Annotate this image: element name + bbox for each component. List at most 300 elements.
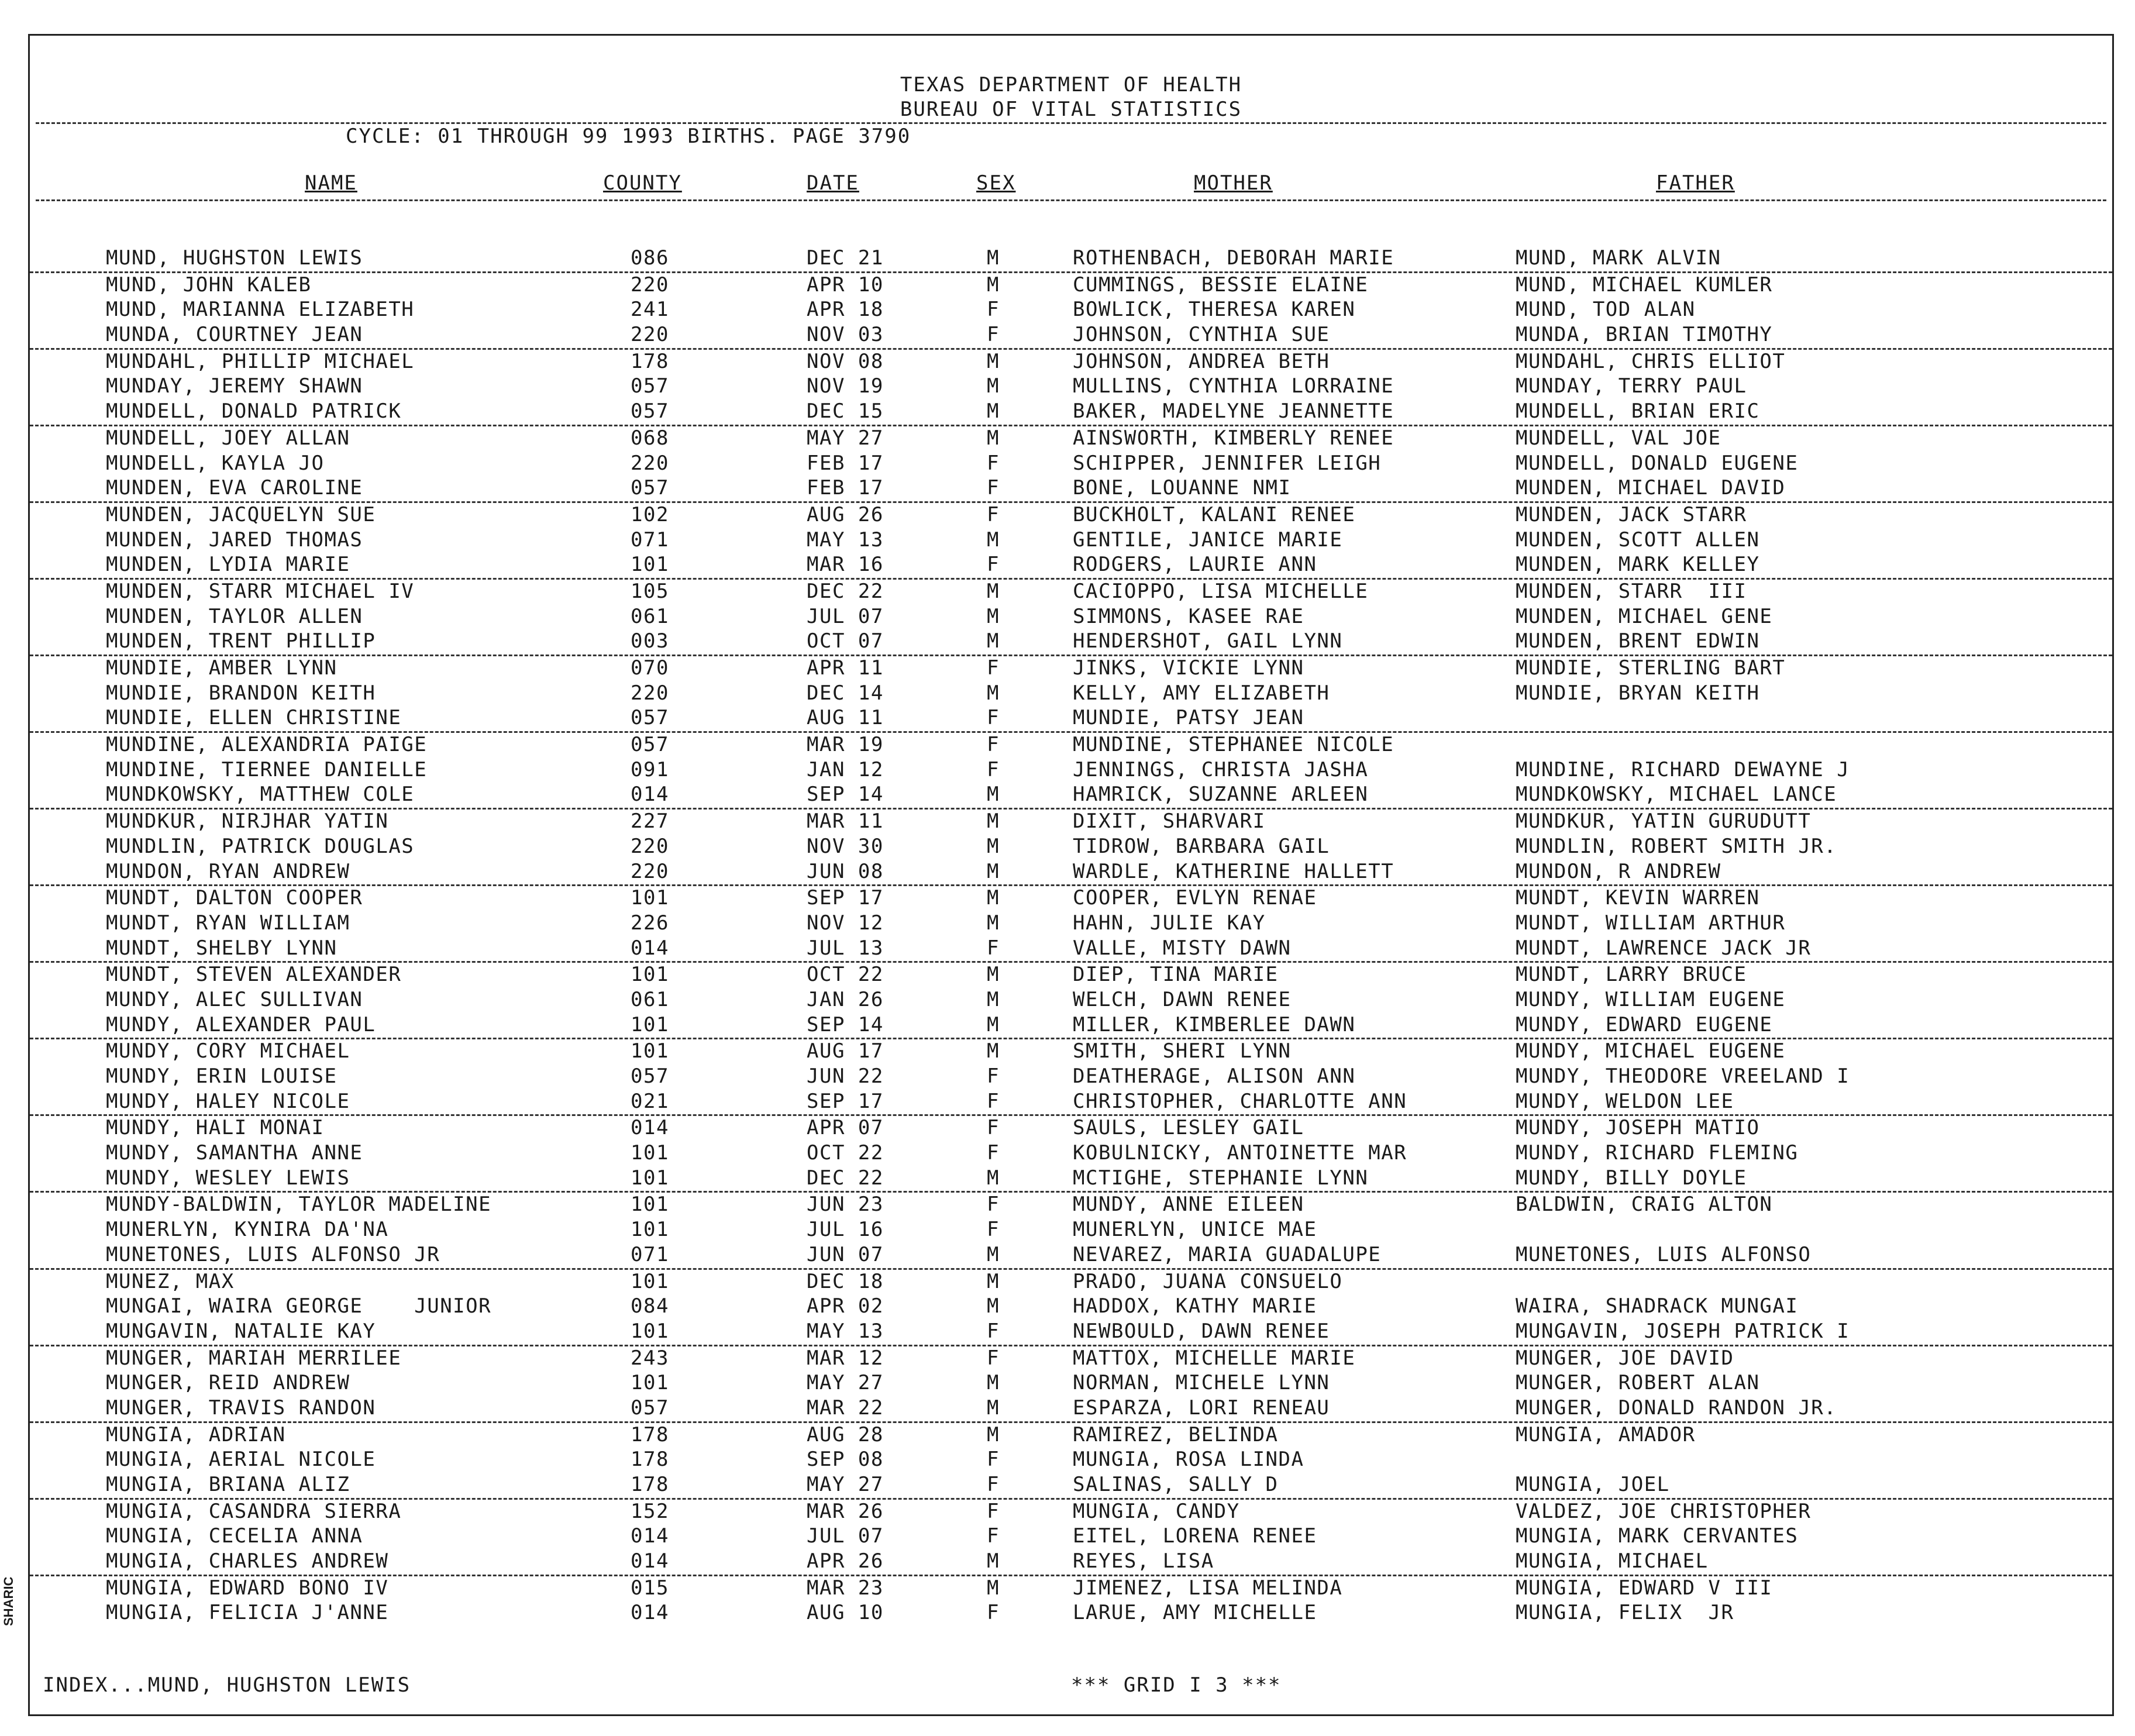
record-date: AUG 11 bbox=[807, 706, 884, 730]
record-sex: F bbox=[987, 936, 1000, 960]
record-date: OCT 07 bbox=[807, 629, 884, 653]
record-mother: MUNDIE, PATSY JEAN bbox=[1073, 706, 1304, 730]
record-row bbox=[30, 706, 2112, 733]
record-row bbox=[30, 733, 2112, 758]
record-father: MUNDY, THEODORE VREELAND I bbox=[1516, 1065, 1850, 1088]
record-mother: JENNINGS, CHRISTA JASHA bbox=[1073, 757, 1369, 781]
record-father: MUNDEN, BRENT EDWIN bbox=[1516, 629, 1760, 653]
record-date: APR 10 bbox=[807, 273, 884, 297]
record-county: 014 bbox=[631, 1549, 669, 1573]
record-sex: F bbox=[987, 1448, 1000, 1472]
record-mother: RODGERS, LAURIE ANN bbox=[1073, 553, 1317, 577]
department-title: TEXAS DEPARTMENT OF HEALTH bbox=[900, 73, 1242, 97]
record-county: 057 bbox=[631, 1065, 669, 1088]
record-father: MUNDKOWSKY, MICHAEL LANCE bbox=[1516, 783, 1837, 807]
record-county: 178 bbox=[631, 1422, 669, 1446]
record-sex: F bbox=[987, 706, 1000, 730]
record-row bbox=[30, 426, 2112, 452]
record-county: 014 bbox=[631, 1601, 669, 1625]
record-date: SEP 08 bbox=[807, 1448, 884, 1472]
record-row bbox=[30, 1396, 2112, 1423]
record-sex: M bbox=[987, 1422, 1000, 1446]
record-row bbox=[30, 1320, 2112, 1346]
record-name: MUNDY, HALI MONAI bbox=[106, 1116, 325, 1140]
record-father: MUNGIA, EDWARD V III bbox=[1516, 1576, 1773, 1600]
record-county: 178 bbox=[631, 349, 669, 373]
record-row bbox=[30, 1294, 2112, 1320]
record-name: MUNERLYN, KYNIRA DA'NA bbox=[106, 1218, 389, 1242]
record-sex: F bbox=[987, 1319, 1000, 1343]
record-name: MUNDY, ERIN LOUISE bbox=[106, 1065, 338, 1088]
record-sex: F bbox=[987, 323, 1000, 347]
record-father: MUND, MARK ALVIN bbox=[1516, 246, 1721, 270]
record-name: MUNEZ, MAX bbox=[106, 1269, 235, 1293]
record-sex: M bbox=[987, 681, 1000, 705]
record-father: MUNDEN, STARR III bbox=[1516, 579, 1747, 603]
record-mother: SAULS, LESLEY GAIL bbox=[1073, 1116, 1304, 1140]
record-county: 101 bbox=[631, 1218, 669, 1242]
record-name: MUNDY, CORY MICHAEL bbox=[106, 1039, 350, 1063]
record-county: 220 bbox=[631, 451, 669, 475]
record-date: JUN 07 bbox=[807, 1242, 884, 1266]
record-mother: LARUE, AMY MICHELLE bbox=[1073, 1601, 1317, 1625]
record-mother: MULLINS, CYNTHIA LORRAINE bbox=[1073, 374, 1394, 398]
record-mother: JOHNSON, CYNTHIA SUE bbox=[1073, 323, 1330, 347]
record-mother: REYES, LISA bbox=[1073, 1549, 1214, 1573]
record-row bbox=[30, 399, 2112, 426]
record-name: MUNDLIN, PATRICK DOUGLAS bbox=[106, 834, 415, 858]
record-father: MUNGIA, MICHAEL bbox=[1516, 1549, 1709, 1573]
column-header-name: NAME bbox=[305, 171, 357, 195]
record-row bbox=[30, 1193, 2112, 1218]
record-date: MAY 13 bbox=[807, 528, 884, 552]
record-name: MUNDEN, LYDIA MARIE bbox=[106, 553, 350, 577]
record-county: 021 bbox=[631, 1089, 669, 1113]
record-row bbox=[30, 553, 2112, 580]
record-date: MAY 27 bbox=[807, 1371, 884, 1395]
record-mother: MUNDINE, STEPHANEE NICOLE bbox=[1073, 733, 1394, 757]
record-name: MUNGAI, WAIRA GEORGE JUNIOR bbox=[106, 1294, 492, 1318]
record-row bbox=[30, 936, 2112, 963]
record-father: MUNGER, JOE DAVID bbox=[1516, 1346, 1734, 1370]
record-county: 068 bbox=[631, 426, 669, 450]
record-sex: M bbox=[987, 886, 1000, 910]
record-row bbox=[30, 758, 2112, 783]
column-header-sex: SEX bbox=[976, 171, 1016, 195]
record-sex: M bbox=[987, 987, 1000, 1011]
record-mother: MATTOX, MICHELLE MARIE bbox=[1073, 1346, 1356, 1370]
record-date: NOV 30 bbox=[807, 834, 884, 858]
record-sex: M bbox=[987, 810, 1000, 833]
record-date: NOV 03 bbox=[807, 323, 884, 347]
record-date: APR 18 bbox=[807, 298, 884, 322]
record-date: JUN 08 bbox=[807, 859, 884, 883]
record-mother: WARDLE, KATHERINE HALLETT bbox=[1073, 859, 1394, 883]
record-mother: MILLER, KIMBERLEE DAWN bbox=[1073, 1012, 1356, 1036]
record-row bbox=[30, 1423, 2112, 1448]
record-date: MAR 23 bbox=[807, 1576, 884, 1600]
record-father: MUNDAY, TERRY PAUL bbox=[1516, 374, 1747, 398]
record-sex: M bbox=[987, 1294, 1000, 1318]
record-sex: F bbox=[987, 1065, 1000, 1088]
index-footer: INDEX...MUND, HUGHSTON LEWIS bbox=[43, 1673, 411, 1697]
record-county: 220 bbox=[631, 681, 669, 705]
record-sex: F bbox=[987, 1473, 1000, 1496]
record-mother: CACIOPPO, LISA MICHELLE bbox=[1073, 579, 1369, 603]
record-row bbox=[30, 810, 2112, 835]
record-name: MUNDY, HALEY NICOLE bbox=[106, 1089, 350, 1113]
record-date: JUL 07 bbox=[807, 1524, 884, 1548]
record-county: 014 bbox=[631, 1116, 669, 1140]
record-mother: RAMIREZ, BELINDA bbox=[1073, 1422, 1279, 1446]
record-row bbox=[30, 350, 2112, 375]
record-mother: JOHNSON, ANDREA BETH bbox=[1073, 349, 1330, 373]
record-county: 220 bbox=[631, 834, 669, 858]
record-date: NOV 08 bbox=[807, 349, 884, 373]
record-name: MUNGIA, AERIAL NICOLE bbox=[106, 1448, 376, 1472]
record-mother: CUMMINGS, BESSIE ELAINE bbox=[1073, 273, 1369, 297]
record-date: AUG 10 bbox=[807, 1601, 884, 1625]
record-row bbox=[30, 1218, 2112, 1243]
record-row bbox=[30, 1166, 2112, 1193]
record-sex: M bbox=[987, 1039, 1000, 1063]
record-date: SEP 17 bbox=[807, 886, 884, 910]
record-name: MUNDELL, KAYLA JO bbox=[106, 451, 325, 475]
record-name: MUNGIA, CASANDRA SIERRA bbox=[106, 1499, 402, 1523]
record-sex: M bbox=[987, 374, 1000, 398]
record-name: MUND, MARIANNA ELIZABETH bbox=[106, 298, 415, 322]
record-sex: M bbox=[987, 629, 1000, 653]
record-row bbox=[30, 1090, 2112, 1117]
grid-footer: *** GRID I 3 *** bbox=[1071, 1673, 1282, 1697]
record-date: MAR 19 bbox=[807, 733, 884, 757]
record-name: MUNDY, WESLEY LEWIS bbox=[106, 1166, 350, 1190]
record-date: DEC 18 bbox=[807, 1269, 884, 1293]
record-mother: ESPARZA, LORI RENEAU bbox=[1073, 1396, 1330, 1420]
cycle-line: CYCLE: 01 THROUGH 99 1993 BIRTHS. PAGE 3790 bbox=[346, 125, 911, 148]
record-county: 057 bbox=[631, 374, 669, 398]
record-date: MAY 27 bbox=[807, 426, 884, 450]
record-mother: NEVAREZ, MARIA GUADALUPE bbox=[1073, 1242, 1382, 1266]
record-county: 015 bbox=[631, 1576, 669, 1600]
record-row bbox=[30, 1141, 2112, 1166]
record-row bbox=[30, 835, 2112, 860]
record-row bbox=[30, 886, 2112, 911]
record-county: 101 bbox=[631, 1039, 669, 1063]
record-father: MUNDAHL, CHRIS ELLIOT bbox=[1516, 349, 1786, 373]
record-mother: BUCKHOLT, KALANI RENEE bbox=[1073, 502, 1356, 526]
record-date: APR 02 bbox=[807, 1294, 884, 1318]
record-date: MAR 11 bbox=[807, 810, 884, 833]
record-row bbox=[30, 963, 2112, 988]
record-row bbox=[30, 1473, 2112, 1500]
record-mother: SMITH, SHERI LYNN bbox=[1073, 1039, 1292, 1063]
record-mother: SCHIPPER, JENNIFER LEIGH bbox=[1073, 451, 1382, 475]
record-mother: NEWBOULD, DAWN RENEE bbox=[1073, 1319, 1330, 1343]
record-sex: F bbox=[987, 553, 1000, 577]
record-date: MAR 16 bbox=[807, 553, 884, 577]
record-county: 101 bbox=[631, 1371, 669, 1395]
record-county: 101 bbox=[631, 963, 669, 987]
record-sex: M bbox=[987, 859, 1000, 883]
record-county: 220 bbox=[631, 273, 669, 297]
record-sex: F bbox=[987, 1601, 1000, 1625]
record-sex: F bbox=[987, 1089, 1000, 1113]
record-row bbox=[30, 298, 2112, 323]
record-date: DEC 15 bbox=[807, 399, 884, 423]
column-header-date: DATE bbox=[807, 171, 859, 195]
report-frame bbox=[28, 34, 2114, 1716]
column-header-mother: MOTHER bbox=[1194, 171, 1273, 195]
record-date: MAR 12 bbox=[807, 1346, 884, 1370]
record-sex: M bbox=[987, 579, 1000, 603]
record-row bbox=[30, 374, 2112, 399]
record-father: MUNDY, MICHAEL EUGENE bbox=[1516, 1039, 1786, 1063]
record-father: MUNDY, RICHARD FLEMING bbox=[1516, 1141, 1799, 1165]
record-date: MAR 22 bbox=[807, 1396, 884, 1420]
record-date: DEC 21 bbox=[807, 246, 884, 270]
record-row bbox=[30, 476, 2112, 503]
record-father: MUNDT, WILLIAM ARTHUR bbox=[1516, 911, 1786, 935]
record-father: MUNGIA, MARK CERVANTES bbox=[1516, 1524, 1799, 1548]
record-father: MUNGER, DONALD RANDON JR. bbox=[1516, 1396, 1837, 1420]
record-date: MAY 27 bbox=[807, 1473, 884, 1496]
record-sex: M bbox=[987, 1012, 1000, 1036]
record-county: 101 bbox=[631, 1193, 669, 1217]
record-name: MUNDT, RYAN WILLIAM bbox=[106, 911, 350, 935]
record-father: MUNDELL, VAL JOE bbox=[1516, 426, 1721, 450]
record-father: MUNDEN, SCOTT ALLEN bbox=[1516, 528, 1760, 552]
record-date: JUN 23 bbox=[807, 1193, 884, 1217]
record-name: MUNDKUR, NIRJHAR YATIN bbox=[106, 810, 389, 833]
record-county: 241 bbox=[631, 298, 669, 322]
record-row bbox=[30, 1524, 2112, 1549]
record-county: 105 bbox=[631, 579, 669, 603]
record-father: MUNDY, WELDON LEE bbox=[1516, 1089, 1734, 1113]
record-row bbox=[30, 1500, 2112, 1525]
record-mother: MCTIGHE, STEPHANIE LYNN bbox=[1073, 1166, 1369, 1190]
record-father: MUNDT, LARRY BRUCE bbox=[1516, 963, 1747, 987]
record-county: 014 bbox=[631, 936, 669, 960]
record-sex: M bbox=[987, 426, 1000, 450]
record-county: 227 bbox=[631, 810, 669, 833]
record-county: 101 bbox=[631, 1319, 669, 1343]
record-county: 014 bbox=[631, 783, 669, 807]
record-county: 091 bbox=[631, 757, 669, 781]
record-sex: M bbox=[987, 349, 1000, 373]
record-father: MUNDIE, STERLING BART bbox=[1516, 656, 1786, 680]
record-mother: VALLE, MISTY DAWN bbox=[1073, 936, 1292, 960]
record-name: MUNGER, TRAVIS RANDON bbox=[106, 1396, 376, 1420]
record-mother: CHRISTOPHER, CHARLOTTE ANN bbox=[1073, 1089, 1407, 1113]
record-name: MUNGIA, ADRIAN bbox=[106, 1422, 286, 1446]
record-name: MUNDEN, TAYLOR ALLEN bbox=[106, 604, 363, 628]
record-name: MUNDINE, TIERNEE DANIELLE bbox=[106, 757, 428, 781]
record-sex: M bbox=[987, 399, 1000, 423]
record-date: SEP 14 bbox=[807, 783, 884, 807]
record-county: 003 bbox=[631, 629, 669, 653]
record-sex: M bbox=[987, 834, 1000, 858]
record-row bbox=[30, 605, 2112, 630]
record-father: MUNGIA, JOEL bbox=[1516, 1473, 1670, 1496]
record-row bbox=[30, 1013, 2112, 1040]
record-row bbox=[30, 323, 2112, 350]
record-county: 057 bbox=[631, 706, 669, 730]
record-father: MUND, MICHAEL KUMLER bbox=[1516, 273, 1773, 297]
record-county: 101 bbox=[631, 553, 669, 577]
record-county: 101 bbox=[631, 1269, 669, 1293]
record-mother: WELCH, DAWN RENEE bbox=[1073, 987, 1292, 1011]
record-name: MUNGER, MARIAH MERRILEE bbox=[106, 1346, 402, 1370]
record-row bbox=[30, 1116, 2112, 1141]
record-date: JUL 16 bbox=[807, 1218, 884, 1242]
record-row bbox=[30, 1576, 2112, 1601]
record-mother: HADDOX, KATHY MARIE bbox=[1073, 1294, 1317, 1318]
record-father: MUNDIE, BRYAN KEITH bbox=[1516, 681, 1760, 705]
record-row bbox=[30, 452, 2112, 477]
record-county: 101 bbox=[631, 886, 669, 910]
record-sex: M bbox=[987, 1166, 1000, 1190]
record-father: MUNDEN, MICHAEL GENE bbox=[1516, 604, 1773, 628]
record-sex: F bbox=[987, 757, 1000, 781]
record-date: FEB 17 bbox=[807, 476, 884, 500]
record-row bbox=[30, 273, 2112, 298]
record-sex: M bbox=[987, 1576, 1000, 1600]
record-sex: M bbox=[987, 1242, 1000, 1266]
record-sex: M bbox=[987, 528, 1000, 552]
record-county: 057 bbox=[631, 733, 669, 757]
record-mother: KELLY, AMY ELIZABETH bbox=[1073, 681, 1330, 705]
record-mother: SALINAS, SALLY D bbox=[1073, 1473, 1279, 1496]
record-name: MUNDT, DALTON COOPER bbox=[106, 886, 363, 910]
record-row bbox=[30, 1371, 2112, 1396]
record-county: 220 bbox=[631, 859, 669, 883]
record-sex: F bbox=[987, 1499, 1000, 1523]
record-date: DEC 14 bbox=[807, 681, 884, 705]
column-divider bbox=[36, 199, 2106, 201]
record-date: NOV 12 bbox=[807, 911, 884, 935]
record-name: MUNDAY, JEREMY SHAWN bbox=[106, 374, 363, 398]
record-name: MUNDEN, JACQUELYN SUE bbox=[106, 502, 376, 526]
record-mother: SIMMONS, KASEE RAE bbox=[1073, 604, 1304, 628]
bureau-title: BUREAU OF VITAL STATISTICS bbox=[900, 98, 1242, 121]
record-mother: TIDROW, BARBARA GAIL bbox=[1073, 834, 1330, 858]
record-sex: F bbox=[987, 1524, 1000, 1548]
record-name: MUNDELL, JOEY ALLAN bbox=[106, 426, 350, 450]
record-sex: M bbox=[987, 246, 1000, 270]
record-row bbox=[30, 1243, 2112, 1270]
record-mother: NORMAN, MICHELE LYNN bbox=[1073, 1371, 1330, 1395]
record-date: SEP 14 bbox=[807, 1012, 884, 1036]
record-name: MUNDELL, DONALD PATRICK bbox=[106, 399, 402, 423]
record-date: AUG 26 bbox=[807, 502, 884, 526]
record-mother: KOBULNICKY, ANTOINETTE MAR bbox=[1073, 1141, 1407, 1165]
record-row bbox=[30, 580, 2112, 605]
record-county: 061 bbox=[631, 604, 669, 628]
record-sex: M bbox=[987, 1396, 1000, 1420]
record-name: MUNDT, STEVEN ALEXANDER bbox=[106, 963, 402, 987]
record-mother: AINSWORTH, KIMBERLY RENEE bbox=[1073, 426, 1394, 450]
record-row bbox=[30, 783, 2112, 810]
record-name: MUNDY, ALEC SULLIVAN bbox=[106, 987, 363, 1011]
record-father: MUNDY, BILLY DOYLE bbox=[1516, 1166, 1747, 1190]
record-date: JAN 12 bbox=[807, 757, 884, 781]
record-sex: F bbox=[987, 733, 1000, 757]
record-date: DEC 22 bbox=[807, 579, 884, 603]
record-mother: COOPER, EVLYN RENAE bbox=[1073, 886, 1317, 910]
record-row bbox=[30, 1346, 2112, 1372]
record-father: MUND, TOD ALAN bbox=[1516, 298, 1696, 322]
record-date: MAY 13 bbox=[807, 1319, 884, 1343]
record-row bbox=[30, 528, 2112, 553]
record-name: MUNDEN, EVA CAROLINE bbox=[106, 476, 363, 500]
record-sex: M bbox=[987, 273, 1000, 297]
record-county: 061 bbox=[631, 987, 669, 1011]
record-father: MUNDKUR, YATIN GURUDUTT bbox=[1516, 810, 1812, 833]
record-father: MUNDY, EDWARD EUGENE bbox=[1516, 1012, 1773, 1036]
record-name: MUNGIA, EDWARD BONO IV bbox=[106, 1576, 389, 1600]
record-sex: F bbox=[987, 1346, 1000, 1370]
record-name: MUNGAVIN, NATALIE KAY bbox=[106, 1319, 376, 1343]
record-county: 101 bbox=[631, 1141, 669, 1165]
record-name: MUNDEN, STARR MICHAEL IV bbox=[106, 579, 415, 603]
record-mother: MUNGIA, ROSA LINDA bbox=[1073, 1448, 1304, 1472]
record-row bbox=[30, 503, 2112, 528]
record-county: 101 bbox=[631, 1012, 669, 1036]
side-label: SHARIC bbox=[1, 1576, 16, 1626]
record-father: MUNDEN, MARK KELLEY bbox=[1516, 553, 1760, 577]
record-name: MUNDIE, ELLEN CHRISTINE bbox=[106, 706, 402, 730]
record-father: MUNDT, LAWRENCE JACK JR bbox=[1516, 936, 1812, 960]
record-sex: F bbox=[987, 298, 1000, 322]
record-father: MUNDY, JOSEPH MATIO bbox=[1516, 1116, 1760, 1140]
record-county: 101 bbox=[631, 1166, 669, 1190]
record-date: FEB 17 bbox=[807, 451, 884, 475]
record-name: MUNGIA, CHARLES ANDREW bbox=[106, 1549, 389, 1573]
record-sex: F bbox=[987, 1116, 1000, 1140]
column-header-county: COUNTY bbox=[603, 171, 682, 195]
record-row bbox=[30, 656, 2112, 681]
record-father: MUNGIA, AMADOR bbox=[1516, 1422, 1696, 1446]
column-header-father: FATHER bbox=[1656, 171, 1735, 195]
record-sex: M bbox=[987, 604, 1000, 628]
record-county: 014 bbox=[631, 1524, 669, 1548]
record-row bbox=[30, 1448, 2112, 1473]
record-name: MUNGIA, BRIANA ALIZ bbox=[106, 1473, 350, 1496]
record-county: 102 bbox=[631, 502, 669, 526]
record-row bbox=[30, 911, 2112, 936]
record-name: MUNDY-BALDWIN, TAYLOR MADELINE bbox=[106, 1193, 492, 1217]
record-name: MUNDKOWSKY, MATTHEW COLE bbox=[106, 783, 415, 807]
record-row bbox=[30, 1065, 2112, 1090]
record-date: JUL 07 bbox=[807, 604, 884, 628]
record-name: MUND, HUGHSTON LEWIS bbox=[106, 246, 363, 270]
record-mother: HENDERSHOT, GAIL LYNN bbox=[1073, 629, 1343, 653]
record-row bbox=[30, 1270, 2112, 1295]
record-date: APR 26 bbox=[807, 1549, 884, 1573]
record-county: 057 bbox=[631, 1396, 669, 1420]
record-row bbox=[30, 1549, 2112, 1576]
record-mother: HAMRICK, SUZANNE ARLEEN bbox=[1073, 783, 1369, 807]
record-sex: M bbox=[987, 963, 1000, 987]
record-row bbox=[30, 1039, 2112, 1065]
record-name: MUND, JOHN KALEB bbox=[106, 273, 312, 297]
record-date: APR 11 bbox=[807, 656, 884, 680]
record-mother: DIXIT, SHARVARI bbox=[1073, 810, 1266, 833]
record-mother: BONE, LOUANNE NMI bbox=[1073, 476, 1292, 500]
record-row bbox=[30, 988, 2112, 1013]
record-father: WAIRA, SHADRACK MUNGAI bbox=[1516, 1294, 1799, 1318]
